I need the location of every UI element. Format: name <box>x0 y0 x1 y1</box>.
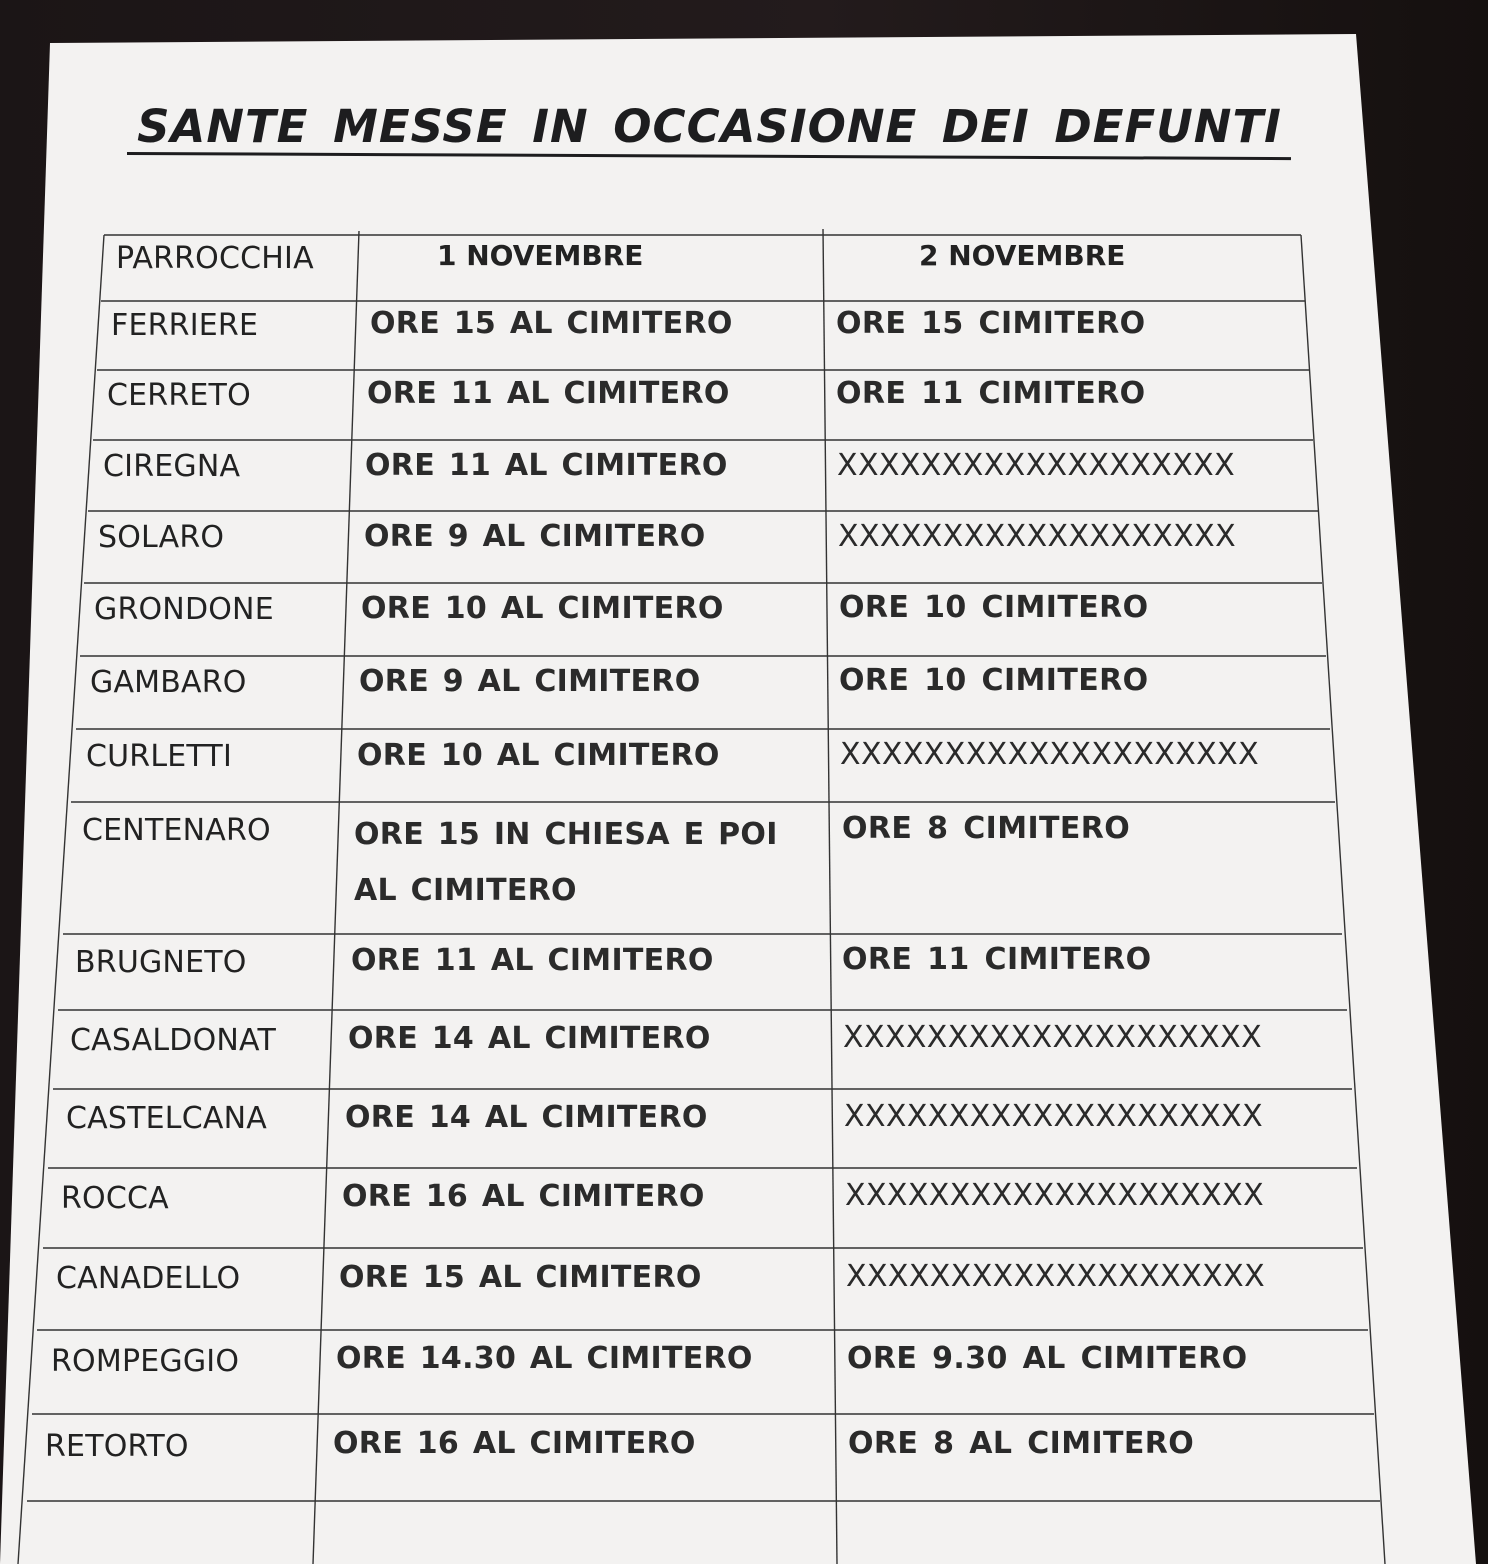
day1-time: ORE 15 IN CHIESA E POI AL CIMITERO <box>354 817 778 908</box>
day2-time: XXXXXXXXXXXXXXXXXXXX <box>843 1020 1263 1055</box>
parish-name: SOLARO <box>98 520 225 555</box>
day1-time: ORE 14 AL CIMITERO <box>345 1100 708 1135</box>
day2-time: ORE 8 CIMITERO <box>842 811 1131 846</box>
header-day2: 2 NOVEMBRE <box>919 239 1126 272</box>
parish-name: ROMPEGGIO <box>51 1344 240 1379</box>
day1-time: ORE 14.30 AL CIMITERO <box>336 1341 753 1376</box>
table-col-divider-2 <box>823 229 837 1564</box>
parish-name: RETORTO <box>45 1429 189 1464</box>
day1-time: ORE 11 AL CIMITERO <box>367 376 730 411</box>
day1-time: ORE 9 AL CIMITERO <box>364 519 706 554</box>
day2-time: XXXXXXXXXXXXXXXXXXXX <box>840 737 1260 772</box>
header-parish: PARROCCHIA <box>116 241 314 276</box>
day2-time: ORE 8 AL CIMITERO <box>848 1426 1195 1461</box>
parish-name: GAMBARO <box>90 665 247 700</box>
parish-name: CENTENARO <box>82 813 271 848</box>
header-day1: 1 NOVEMBRE <box>437 239 644 272</box>
day2-time: XXXXXXXXXXXXXXXXXXXX <box>845 1178 1265 1213</box>
day2-time: ORE 9.30 AL CIMITERO <box>847 1341 1248 1376</box>
document-title: SANTE MESSE IN OCCASIONE DEI DEFUNTI <box>137 100 1282 153</box>
parish-name: CERRETO <box>107 378 251 413</box>
day1-time: ORE 16 AL CIMITERO <box>333 1426 696 1461</box>
parish-name: CASALDONAT <box>70 1023 276 1058</box>
table-right-border <box>1301 235 1385 1564</box>
day2-time: ORE 11 CIMITERO <box>842 942 1152 977</box>
day1-time: ORE 10 AL CIMITERO <box>357 738 720 773</box>
day2-time: ORE 11 CIMITERO <box>836 376 1146 411</box>
parish-name: CASTELCANA <box>66 1101 267 1136</box>
day2-time: ORE 10 CIMITERO <box>839 590 1149 625</box>
day1-time: ORE 15 AL CIMITERO <box>339 1260 702 1295</box>
day2-time: XXXXXXXXXXXXXXXXXXX <box>837 448 1236 483</box>
day2-time: XXXXXXXXXXXXXXXXXXX <box>838 519 1237 554</box>
day2-time: XXXXXXXXXXXXXXXXXXXX <box>846 1259 1266 1294</box>
parish-name: CANADELLO <box>56 1261 241 1296</box>
parish-name: FERRIERE <box>111 308 259 343</box>
day1-time: ORE 16 AL CIMITERO <box>342 1179 705 1214</box>
day1-time: ORE 15 AL CIMITERO <box>370 306 733 341</box>
day1-time: ORE 9 AL CIMITERO <box>359 664 701 699</box>
day1-time: ORE 11 AL CIMITERO <box>365 448 728 483</box>
day2-time: XXXXXXXXXXXXXXXXXXXX <box>844 1099 1264 1134</box>
parish-name: GRONDONE <box>94 592 274 627</box>
day2-time: ORE 10 CIMITERO <box>839 663 1149 698</box>
parish-name: BRUGNETO <box>75 945 247 980</box>
parish-name: ROCCA <box>61 1181 169 1216</box>
day1-time: ORE 11 AL CIMITERO <box>351 943 714 978</box>
day1-time: ORE 14 AL CIMITERO <box>348 1021 711 1056</box>
day1-time: ORE 10 AL CIMITERO <box>361 591 724 626</box>
parish-name: CURLETTI <box>86 739 232 774</box>
day2-time: ORE 15 CIMITERO <box>836 306 1146 341</box>
parish-name: CIREGNA <box>103 449 241 484</box>
